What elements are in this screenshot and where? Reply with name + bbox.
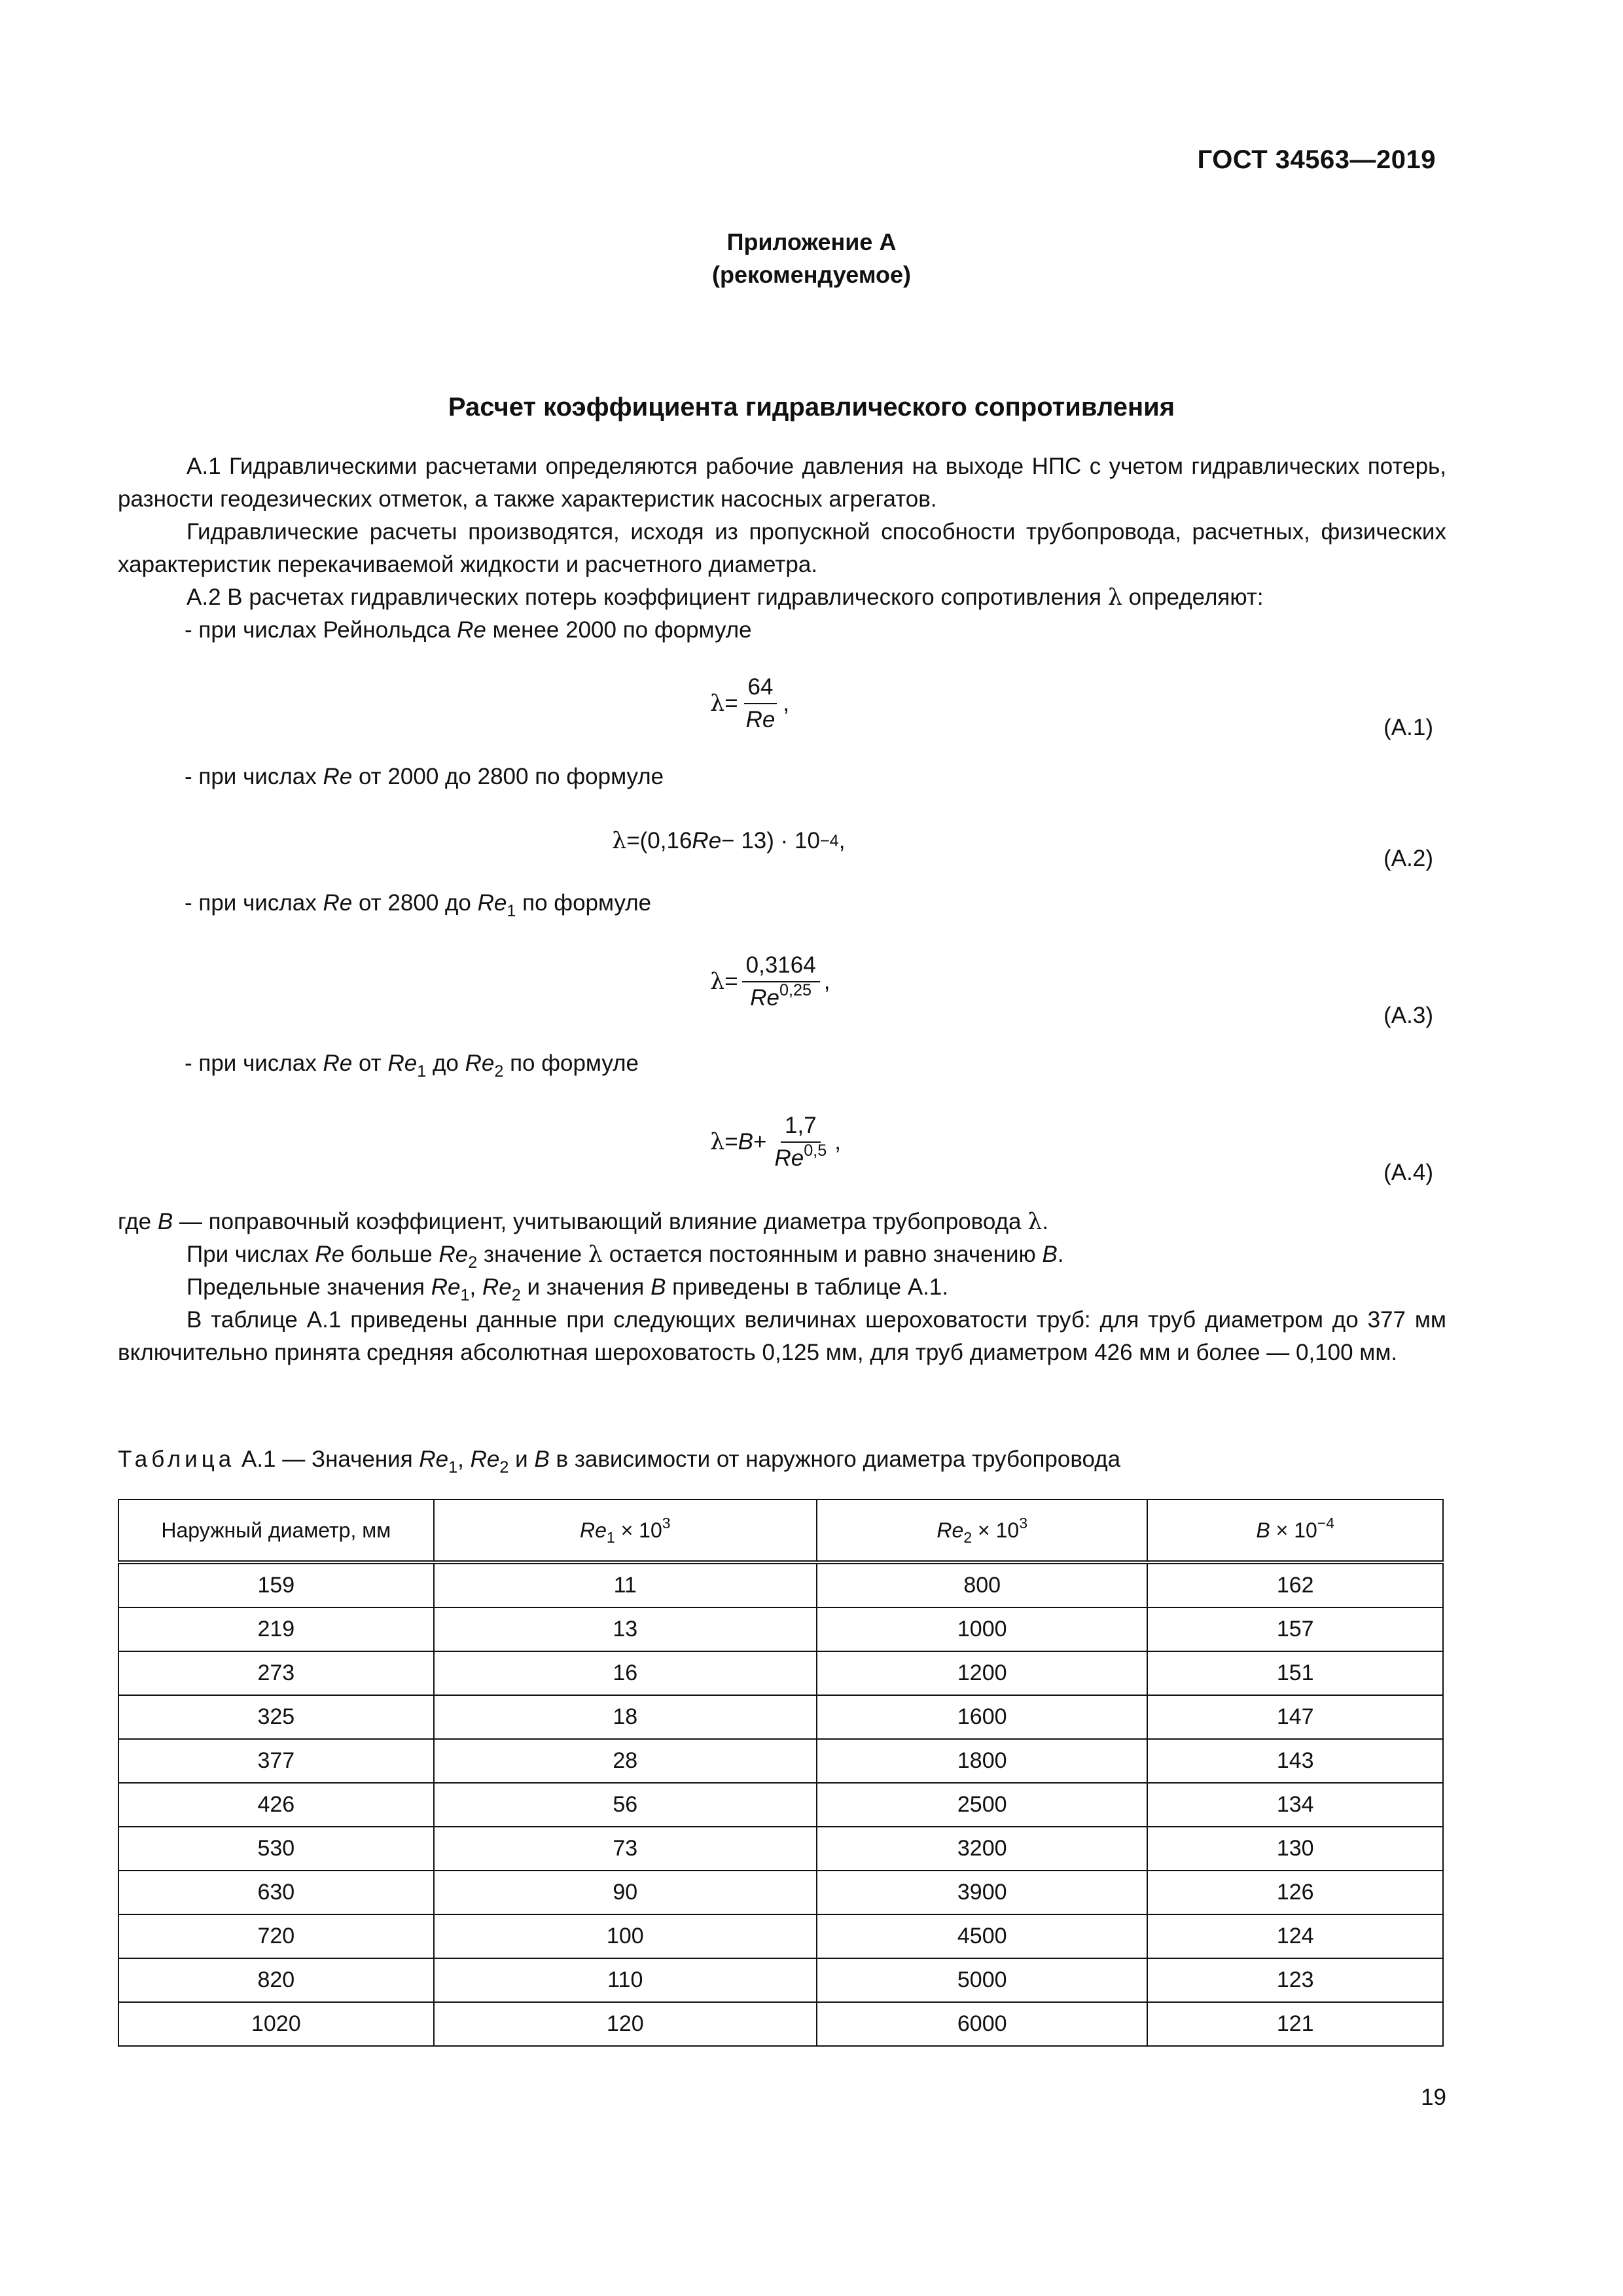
cell-re2: 1000 bbox=[817, 1607, 1147, 1651]
appendix-title: Приложение А bbox=[726, 228, 897, 255]
fraction: $\frac{1,7}{Re^{0,5}}$ bbox=[774, 1113, 827, 1171]
cell-diameter: 325 bbox=[118, 1695, 434, 1739]
table-row bbox=[118, 1871, 1443, 1914]
cell-re2: 6000 bbox=[817, 2002, 1147, 2046]
cell-re1: 56 bbox=[434, 1783, 817, 1827]
equation-number-a3: (А.3) bbox=[1383, 1003, 1433, 1028]
cell-b: 121 bbox=[1147, 2002, 1443, 2046]
cell-re1: 18 bbox=[434, 1695, 817, 1739]
appendix-status: (рекомендуемое) bbox=[712, 261, 911, 288]
cell-diameter: 820 bbox=[118, 1958, 434, 2002]
cell-b: 123 bbox=[1147, 1958, 1443, 2002]
text-block-after-formulas bbox=[118, 1206, 1446, 1369]
cell-re2: 3900 bbox=[817, 1871, 1147, 1914]
cell-re1: 13 bbox=[434, 1607, 817, 1651]
header-re1: $Re_1 \times 10^3$ bbox=[434, 1499, 817, 1562]
cell-diameter: 630 bbox=[118, 1871, 434, 1914]
table-row bbox=[118, 1607, 1443, 1651]
list-item-re-2800-re1: - при числах Re от 2800 до $Re_1$ по формуле bbox=[185, 890, 652, 920]
cell-b: 124 bbox=[1147, 1914, 1443, 1958]
table-row bbox=[118, 1739, 1443, 1783]
cell-re1: 100 bbox=[434, 1914, 817, 1958]
cell-re2: 1600 bbox=[817, 1695, 1147, 1739]
cell-re1: 90 bbox=[434, 1871, 817, 1914]
cell-b: 157 bbox=[1147, 1607, 1443, 1651]
table-caption: Таблица А.1 — Значения $Re_1$, $Re_2$ и B в зависимости от наружного диаметра трубопровода bbox=[118, 1446, 1121, 1477]
document-id: ГОСТ 34563—2019 bbox=[1197, 145, 1436, 174]
table-row bbox=[118, 1914, 1443, 1958]
list-item-re-below-2000: - при числах Рейнольдса Re менее 2000 по формуле bbox=[185, 617, 752, 643]
cell-b: 143 bbox=[1147, 1739, 1443, 1783]
cell-b: 130 bbox=[1147, 1827, 1443, 1871]
cell-diameter: 377 bbox=[118, 1739, 434, 1783]
fraction: $\frac{64}{Re}$ bbox=[742, 674, 779, 733]
re-values-table bbox=[118, 1499, 1444, 2047]
where-b-definition: где B — поправочный коэффициент, учитывающий влияние диаметра трубопровода λ. bbox=[118, 1209, 1049, 1235]
table-row bbox=[118, 2002, 1443, 2046]
paragraph-limit: При числах Re больше $Re_2$ значение λ остается постоянным и равно значению B. bbox=[187, 1242, 1064, 1272]
cell-re1: 28 bbox=[434, 1739, 817, 1783]
paragraph-a2: А.2 В расчетах гидравлических потерь коэффициент гидравлического сопротивления λ определяют: bbox=[187, 584, 1264, 611]
paragraph-a1-2: Гидравлические расчеты производятся, исходя из пропускной способности трубопровода, расчетных, физических характеристик перекачиваемой жидкости и расчетного диаметра. bbox=[118, 519, 1446, 577]
header-b: $B \times 10^{-4}$ bbox=[1147, 1499, 1443, 1562]
page-number: 19 bbox=[1421, 2085, 1446, 2110]
cell-b: 126 bbox=[1147, 1871, 1443, 1914]
table-body bbox=[118, 1562, 1443, 2046]
table-row bbox=[118, 1783, 1443, 1827]
equation-number-a4: (А.4) bbox=[1383, 1160, 1433, 1185]
cell-b: 134 bbox=[1147, 1783, 1443, 1827]
table-header-row bbox=[118, 1499, 1443, 1562]
equation-number-a1: (А.1) bbox=[1383, 715, 1433, 740]
paragraph-a1-1: А.1 Гидравлическими расчетами определяются рабочие давления на выходе НПС с учетом гидравлических потерь, разности геодезических отметок, а также характеристик насосных агрегатов. bbox=[118, 454, 1446, 512]
table-row bbox=[118, 1958, 1443, 2002]
cell-re2: 1200 bbox=[817, 1651, 1147, 1695]
formula-a3: λ = $\frac{0,3164}{Re^{0,25}}$ , bbox=[710, 952, 830, 1011]
cell-re2: 3200 bbox=[817, 1827, 1147, 1871]
cell-re1: 110 bbox=[434, 1958, 817, 2002]
cell-re2: 5000 bbox=[817, 1958, 1147, 2002]
section-title: Расчет коэффициента гидравлического сопротивления bbox=[448, 393, 1175, 422]
cell-re1: 16 bbox=[434, 1651, 817, 1695]
cell-diameter: 426 bbox=[118, 1783, 434, 1827]
equation-number-a2: (А.2) bbox=[1383, 846, 1433, 871]
cell-diameter: 1020 bbox=[118, 2002, 434, 2046]
cell-diameter: 273 bbox=[118, 1651, 434, 1695]
cell-re1: 11 bbox=[434, 1562, 817, 1607]
cell-diameter: 530 bbox=[118, 1827, 434, 1871]
cell-diameter: 720 bbox=[118, 1914, 434, 1958]
cell-re2: 4500 bbox=[817, 1914, 1147, 1958]
cell-b: 162 bbox=[1147, 1562, 1443, 1607]
cell-re1: 73 bbox=[434, 1827, 817, 1871]
text-block-a1 bbox=[118, 450, 1446, 647]
formula-a4: λ = B + $\frac{1,7}{Re^{0,5}}$ , bbox=[710, 1113, 841, 1171]
cell-diameter: 159 bbox=[118, 1562, 434, 1607]
header-outer-diameter: Наружный диаметр, мм bbox=[118, 1499, 434, 1562]
table-row bbox=[118, 1695, 1443, 1739]
fraction: $\frac{0,3164}{Re^{0,25}}$ bbox=[742, 952, 820, 1011]
cell-re2: 1800 bbox=[817, 1739, 1147, 1783]
cell-diameter: 219 bbox=[118, 1607, 434, 1651]
cell-b: 151 bbox=[1147, 1651, 1443, 1695]
table-row bbox=[118, 1827, 1443, 1871]
paragraph-limit-values: Предельные значения $Re_1$, $Re_2$ и значения B приведены в таблице А.1. bbox=[187, 1274, 949, 1304]
list-item-re1-re2: - при числах Re от $Re_1$ до $Re_2$ по формуле bbox=[185, 1050, 639, 1081]
cell-re2: 2500 bbox=[817, 1783, 1147, 1827]
cell-re2: 800 bbox=[817, 1562, 1147, 1607]
paragraph-roughness: В таблице А.1 приведены данные при следующих величинах шероховатости труб: для труб диаметром до 377 мм включительно принята средняя абсолютная шероховатость 0,125 мм, для труб диаметром 426 мм и более — 0,100 мм. bbox=[118, 1307, 1446, 1365]
cell-b: 147 bbox=[1147, 1695, 1443, 1739]
cell-re1: 120 bbox=[434, 2002, 817, 2046]
list-item-re-2000-2800: - при числах Re от 2000 до 2800 по формуле bbox=[185, 764, 664, 789]
table-row bbox=[118, 1562, 1443, 1607]
header-re2: $Re_2 \times 10^3$ bbox=[817, 1499, 1147, 1562]
formula-a1: λ = $\frac{64}{Re}$ , bbox=[710, 674, 790, 732]
formula-a2: λ = (0,16 Re − 13) · 10 −4 , bbox=[612, 828, 846, 854]
table-row bbox=[118, 1651, 1443, 1695]
appendix-heading bbox=[0, 226, 1623, 291]
